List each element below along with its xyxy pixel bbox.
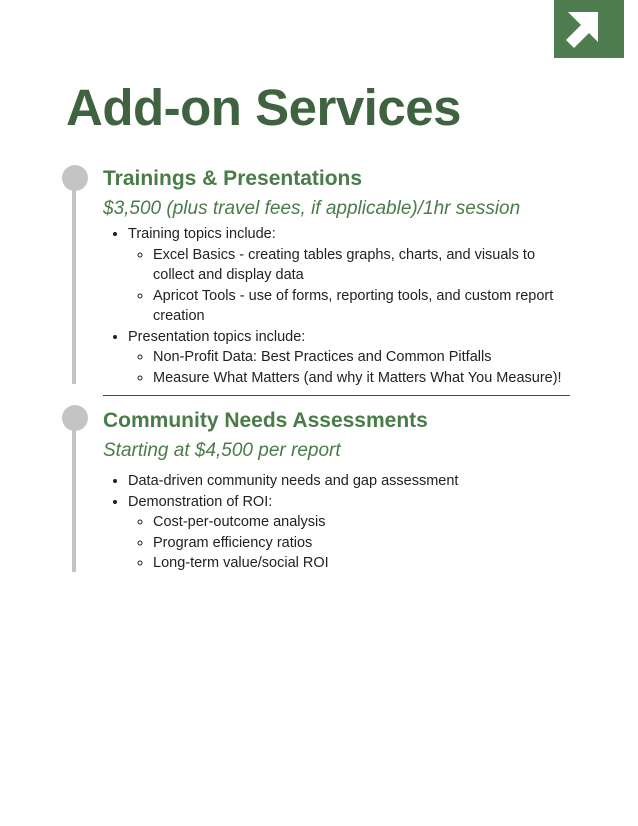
sub-list-item: ◦ Measure What Matters (and why it Matters What You Measure)! — [153, 368, 568, 389]
list-item-text: Training topics include: — [128, 226, 276, 242]
timeline-line — [72, 180, 76, 384]
logo — [554, 0, 624, 58]
section-price: $3,500 (plus travel fees, if applicable)/1hr session — [103, 198, 521, 219]
list-item-text: Presentation topics include: — [128, 328, 306, 345]
arrow-up-right-icon — [554, 0, 624, 58]
sub-list-item: ◦ Excel Basics - creating tables graphs, charts, and visuals to collect and display data — [153, 245, 568, 286]
list-item — [128, 224, 568, 327]
section-heading: Trainings & Presentations — [103, 167, 363, 190]
sub-list-item: ◦ Non-Profit Data: Best Practices and Common Pitfalls — [153, 347, 568, 368]
list-item — [128, 492, 568, 574]
list-item: • Data-driven community needs and gap assessment — [128, 471, 568, 492]
section-price: Starting at $4,500 per report — [103, 440, 341, 461]
section-list — [103, 224, 568, 388]
list-item — [128, 327, 568, 389]
page-title: Add-on Services — [66, 79, 461, 136]
sub-list-item: ◦ Long-term value/social ROI — [153, 553, 568, 574]
timeline-line — [72, 420, 76, 572]
sub-list-item: ◦ Program efficiency ratios — [153, 533, 568, 554]
list-item-text: Demonstration of ROI: — [128, 493, 273, 510]
section-heading: Community Needs Assessments — [103, 409, 428, 432]
divider — [103, 395, 570, 396]
sub-list-item: ◦ Cost-per-outcome analysis — [153, 512, 568, 533]
section-list — [103, 471, 568, 574]
sub-list-item: ◦ Apricot Tools - use of forms, reporting tools, and custom report creation — [153, 286, 568, 327]
